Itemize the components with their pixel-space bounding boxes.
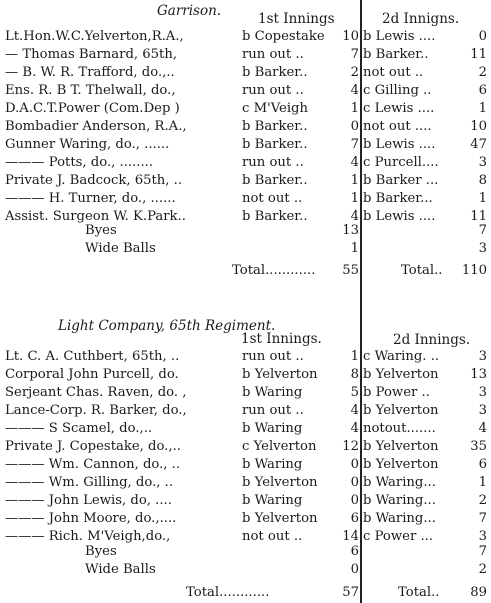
first-innings-dismissal: b Waring <box>242 385 303 400</box>
byes-second-innings: 7 <box>478 223 487 238</box>
second-innings-dismissal: b Waring... <box>363 475 436 490</box>
batting-row <box>0 348 491 366</box>
first-innings-runs: 4 <box>350 83 359 98</box>
batting-row <box>0 456 491 474</box>
first-innings-runs: 0 <box>350 457 359 472</box>
second-innings-dismissal: b Waring... <box>363 511 436 526</box>
player-name: Private J. Badcock, 65th, .. <box>5 173 183 188</box>
first-innings-dismissal: not out .. <box>242 529 303 544</box>
player-name: Gunner Waring, do., ...... <box>5 137 170 152</box>
first-innings-runs: 0 <box>350 119 359 134</box>
total-label-first: Total............ <box>186 585 270 600</box>
wide-second-innings: 3 <box>478 241 487 256</box>
batting-row <box>0 64 491 82</box>
first-innings-dismissal: b Waring <box>242 493 303 508</box>
first-innings-runs: 7 <box>350 47 359 62</box>
second-innings-dismissal: b Barker ... <box>363 173 439 188</box>
first-innings-dismissal: run out .. <box>242 349 304 364</box>
first-innings-runs: 4 <box>350 155 359 170</box>
batting-row <box>0 154 491 172</box>
first-innings-dismissal: c Yelverton <box>242 439 317 454</box>
second-innings-dismissal: b Yelverton <box>363 457 439 472</box>
first-innings-dismissal: b Barker.. <box>242 119 308 134</box>
second-innings-dismissal: c Power ... <box>363 529 434 544</box>
first-innings-dismissal: not out .. <box>242 191 303 206</box>
batting-row <box>0 100 491 118</box>
player-name: Private J. Copestake, do.,.. <box>5 439 181 454</box>
second-innings-runs: 13 <box>470 367 487 382</box>
first-innings-runs: 4 <box>350 403 359 418</box>
batting-row <box>0 492 491 510</box>
player-name: ——— John Lewis, do, .... <box>5 493 172 508</box>
total-label-second: Total.. <box>401 263 443 278</box>
player-name: Serjeant Chas. Raven, do. , <box>5 385 187 400</box>
second-innings-runs: 2 <box>478 493 487 508</box>
second-innings-runs: 6 <box>478 83 487 98</box>
first-innings-dismissal: run out .. <box>242 83 304 98</box>
player-name: ——— S Scamel, do.,.. <box>5 421 153 436</box>
player-name: ——— H. Turner, do., ...... <box>5 191 176 206</box>
batting-row <box>0 190 491 208</box>
batting-row <box>0 420 491 438</box>
first-innings-runs: 4 <box>350 421 359 436</box>
garrison-first-innings-header: 1st Innings <box>258 11 335 27</box>
first-innings-runs: 1 <box>350 349 359 364</box>
byes-second-innings: 7 <box>478 544 487 559</box>
second-innings-dismissal: b Barker... <box>363 191 433 206</box>
total-label-second: Total.. <box>398 585 440 600</box>
first-innings-runs: 10 <box>342 29 359 44</box>
second-innings-runs: 1 <box>478 191 487 206</box>
second-innings-runs: 11 <box>470 209 487 224</box>
garrison-title: Garrison. <box>157 3 222 19</box>
first-innings-dismissal: b Copestake <box>242 29 325 44</box>
second-innings-dismissal: b Yelverton <box>363 439 439 454</box>
first-innings-dismissal: c M'Veigh <box>242 101 308 116</box>
first-innings-runs: 0 <box>350 493 359 508</box>
second-innings-runs: 2 <box>478 65 487 80</box>
light-company-first-innings-header: 1st Innings. <box>241 331 322 347</box>
first-innings-dismissal: run out .. <box>242 155 304 170</box>
first-innings-runs: 12 <box>342 439 359 454</box>
wide-second-innings: 2 <box>478 562 487 577</box>
second-innings-dismissal: c Waring. .. <box>363 349 440 364</box>
second-innings-runs: 8 <box>478 173 487 188</box>
batting-row <box>0 510 491 528</box>
second-innings-dismissal: b Lewis .... <box>363 209 436 224</box>
byes-label: Byes <box>85 544 117 559</box>
first-innings-dismissal: b Barker.. <box>242 137 308 152</box>
first-innings-dismissal: b Yelverton <box>242 367 318 382</box>
total-second-innings: 89 <box>470 585 487 600</box>
second-innings-runs: 3 <box>478 385 487 400</box>
batting-row <box>0 46 491 64</box>
second-innings-dismissal: not out .... <box>363 119 432 134</box>
first-innings-runs: 4 <box>350 209 359 224</box>
player-name: ——— Rich. M'Veigh,do., <box>5 529 171 544</box>
second-innings-dismissal: not out .. <box>363 65 424 80</box>
first-innings-dismissal: b Barker.. <box>242 209 308 224</box>
player-name: — Thomas Barnard, 65th, <box>5 47 178 62</box>
wide-balls-label: Wide Balls <box>85 562 156 577</box>
first-innings-dismissal: run out .. <box>242 403 304 418</box>
byes-label: Byes <box>85 223 117 238</box>
second-innings-runs: 11 <box>470 47 487 62</box>
second-innings-dismissal: c Purcell.... <box>363 155 439 170</box>
light-company-byes-row <box>0 543 491 561</box>
second-innings-runs: 3 <box>478 349 487 364</box>
second-innings-runs: 1 <box>478 101 487 116</box>
light-company-wide-row <box>0 561 491 579</box>
second-innings-dismissal: b Lewis .... <box>363 137 436 152</box>
batting-row <box>0 82 491 100</box>
player-name: ——— John Moore, do.,.... <box>5 511 177 526</box>
first-innings-runs: 1 <box>350 173 359 188</box>
player-name: — B. W. R. Trafford, do.,.. <box>5 65 175 80</box>
second-innings-runs: 47 <box>470 137 487 152</box>
player-name: Lt. C. A. Cuthbert, 65th, .. <box>5 349 180 364</box>
garrison-byes-row <box>0 222 491 240</box>
first-innings-runs: 14 <box>342 529 359 544</box>
batting-row <box>0 474 491 492</box>
player-name: ——— Wm. Cannon, do., .. <box>5 457 181 472</box>
byes-first-innings: 6 <box>350 544 359 559</box>
light-company-total-row <box>0 584 491 602</box>
player-name: Lt.Hon.W.C.Yelverton,R.A., <box>5 29 184 44</box>
player-name: Ens. R. B T. Thelwall, do., <box>5 83 176 98</box>
batting-row <box>0 438 491 456</box>
player-name: Bombadier Anderson, R.A., <box>5 119 187 134</box>
first-innings-dismissal: b Yelverton <box>242 475 318 490</box>
batting-row <box>0 366 491 384</box>
player-name: D.A.C.T.Power (Com.Dep ) <box>5 101 180 116</box>
first-innings-dismissal: b Waring <box>242 457 303 472</box>
second-innings-runs: 10 <box>470 119 487 134</box>
first-innings-runs: 0 <box>350 475 359 490</box>
byes-first-innings: 13 <box>342 223 359 238</box>
first-innings-dismissal: run out .. <box>242 47 304 62</box>
second-innings-runs: 35 <box>470 439 487 454</box>
first-innings-runs: 2 <box>350 65 359 80</box>
batting-row <box>0 118 491 136</box>
garrison-total-row <box>0 262 491 280</box>
second-innings-dismissal: c Lewis .... <box>363 101 435 116</box>
first-innings-dismissal: b Yelverton <box>242 511 318 526</box>
total-first-innings: 55 <box>342 263 359 278</box>
total-second-innings: 110 <box>461 263 487 278</box>
second-innings-runs: 7 <box>478 511 487 526</box>
wide-first-innings: 1 <box>350 241 359 256</box>
second-innings-runs: 0 <box>478 29 487 44</box>
wide-balls-label: Wide Balls <box>85 241 156 256</box>
batting-row <box>0 136 491 154</box>
second-innings-runs: 3 <box>478 155 487 170</box>
first-innings-runs: 1 <box>350 101 359 116</box>
second-innings-dismissal: b Yelverton <box>363 367 439 382</box>
player-name: Assist. Surgeon W. K.Park.. <box>5 209 186 224</box>
second-innings-dismissal: notout....... <box>363 421 436 436</box>
first-innings-dismissal: b Barker.. <box>242 65 308 80</box>
batting-row <box>0 172 491 190</box>
player-name: ——— Potts, do., ........ <box>5 155 154 170</box>
player-name: Lance-Corp. R. Barker, do., <box>5 403 187 418</box>
second-innings-dismissal: b Lewis .... <box>363 29 436 44</box>
second-innings-runs: 3 <box>478 529 487 544</box>
batting-row <box>0 384 491 402</box>
second-innings-runs: 4 <box>478 421 487 436</box>
second-innings-runs: 3 <box>478 403 487 418</box>
player-name: ——— Wm. Gilling, do., .. <box>5 475 174 490</box>
first-innings-runs: 6 <box>350 511 359 526</box>
second-innings-runs: 1 <box>478 475 487 490</box>
garrison-second-innings-header: 2d Innigns. <box>382 11 460 27</box>
total-label-first: Total............ <box>232 263 316 278</box>
first-innings-runs: 5 <box>350 385 359 400</box>
first-innings-dismissal: b Barker.. <box>242 173 308 188</box>
second-innings-dismissal: b Power .. <box>363 385 430 400</box>
wide-first-innings: 0 <box>350 562 359 577</box>
second-innings-runs: 6 <box>478 457 487 472</box>
batting-row <box>0 402 491 420</box>
first-innings-runs: 8 <box>350 367 359 382</box>
second-innings-dismissal: c Gilling .. <box>363 83 432 98</box>
batting-row <box>0 28 491 46</box>
first-innings-dismissal: b Waring <box>242 421 303 436</box>
first-innings-runs: 1 <box>350 191 359 206</box>
light-company-second-innings-header: 2d Innings. <box>393 332 471 348</box>
garrison-wide-row <box>0 240 491 258</box>
first-innings-runs: 7 <box>350 137 359 152</box>
second-innings-dismissal: b Yelverton <box>363 403 439 418</box>
light-company-title: Light Company, 65th Regiment. <box>58 318 276 334</box>
total-first-innings: 57 <box>342 585 359 600</box>
second-innings-dismissal: b Barker.. <box>363 47 429 62</box>
second-innings-dismissal: b Waring... <box>363 493 436 508</box>
player-name: Corporal John Purcell, do. <box>5 367 179 382</box>
